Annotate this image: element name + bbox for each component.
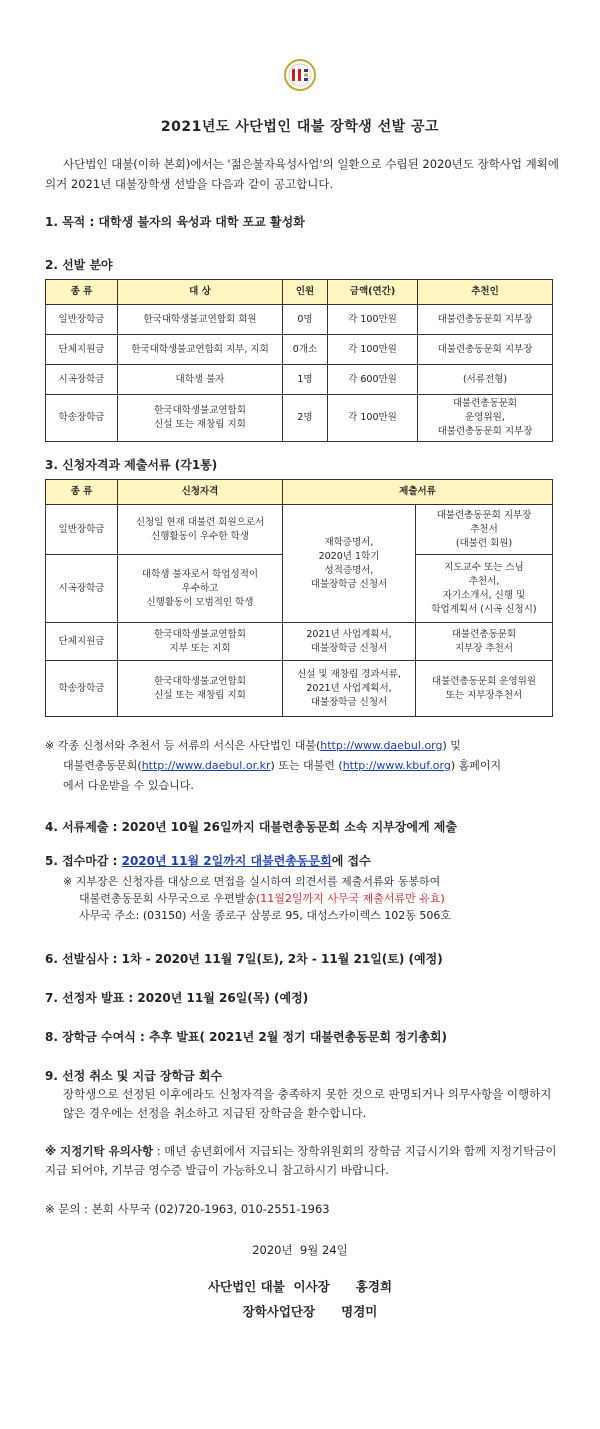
- donation-note-text: : 매년 송년회에서 지급되는 장학위원회의 장학금 지급시기와 함께 지정기탁금이 지급 되어야, 기부금 영수증 발급이 가능하오니 참고하시기 바랍니다.: [45, 1144, 557, 1177]
- deadline-note-line: ※ 지부장은 신청자를 대상으로 면접을 실시하여 의견서를 제출서류와 동봉하여: [63, 875, 441, 888]
- deadline-note: [63, 873, 563, 924]
- common-documents-cell: 재학증명서, 2020년 1학기 성적증명서, 대불장학금 신청서: [283, 505, 416, 623]
- daebul-org-link[interactable]: http://www.daebul.org: [320, 739, 443, 752]
- note-text: 에서 다운받을 수 있습니다.: [63, 779, 194, 792]
- donation-note-title: ※ 지정기탁 유의사항: [45, 1144, 154, 1158]
- table-cell: 각 100만원: [328, 305, 418, 335]
- table-cell: 단체지원금: [46, 335, 118, 365]
- contact-info: ※ 문의 : 본회 사무국 (02)720-1963, 010-2551-1963: [45, 1202, 330, 1216]
- header-cell: 금액(연간): [328, 280, 418, 305]
- deadline-note-text: 대불련총동문회 사무국으로 우편발송: [79, 892, 257, 905]
- table-cell: 2명: [283, 395, 328, 442]
- signature-director: 장학사업단장 명경미: [242, 1304, 378, 1319]
- table-cell: 한국대학생불교연합회 지부, 지회: [118, 335, 283, 365]
- intro-paragraph: 사단법인 대불(이하 본회)에서는 '젊은불자육성사업'의 일환으로 수립된 2020년도 장학사업 계획에 의거 2021년 대불장학생 선발을 다음과 같이 공고합니다.: [45, 157, 559, 191]
- table-cell: 신설 및 재창립 경과서류, 2021년 사업계획서, 대불장학금 신청서: [283, 661, 416, 717]
- note-text: ) 및: [442, 739, 461, 752]
- table-cell: 대불련총동문회 지부장: [418, 335, 553, 365]
- deadline-suffix: 에 접수: [331, 854, 371, 868]
- note-text: 대불련총동문회(: [63, 759, 142, 772]
- section-6-review: 6. 선발심사 : 1차 - 2020년 11월 7일(토), 2차 - 11월 21일(토) (예정): [45, 952, 443, 966]
- table-cell: 신청일 현재 대불련 회원으로서 신행활동이 우수한 학생: [118, 505, 283, 555]
- kbuf-org-link[interactable]: http://www.kbuf.org: [342, 759, 451, 772]
- eligibility-table: [45, 479, 553, 717]
- table-header-row: [46, 480, 553, 505]
- table-cell: 시곡장학금: [46, 555, 118, 623]
- section-5-deadline: [45, 852, 371, 869]
- section-9-heading: 9. 선정 취소 및 지급 장학금 회수: [45, 1069, 223, 1083]
- section-7-announcement: 7. 선정자 발표 : 2020년 11월 26일(목) (예정): [45, 991, 309, 1005]
- table-header-row: [46, 280, 553, 305]
- section-1-purpose: 1. 목적 : 대학생 불자의 육성과 대학 포교 활성화: [45, 215, 305, 229]
- section-8-ceremony: 8. 장학금 수여식 : 추후 발표( 2021년 2월 정기 대불련총동문회 정기총회): [45, 1030, 448, 1044]
- table-cell: 한국대학생불교연합회 지부 또는 지회: [118, 623, 283, 661]
- table-cell: 각 100만원: [328, 395, 418, 442]
- forms-note: [45, 736, 575, 796]
- section-4-submission: 4. 서류제출 : 2020년 10월 26일까지 대불련총동문회 소속 지부장에게 제출: [45, 820, 457, 834]
- daebul-or-kr-link[interactable]: http://www.daebul.or.kr: [141, 759, 271, 772]
- table-cell: 일반장학금: [46, 505, 118, 555]
- table-row: [46, 395, 553, 442]
- table-cell: 각 600만원: [328, 365, 418, 395]
- table-cell: 일반장학금: [46, 305, 118, 335]
- note-text: ) 또는 대불련 (: [270, 759, 343, 772]
- table-cell: 대불련총동문회 지부장 추천서: [416, 623, 553, 661]
- table-cell: 지도교수 또는 스님 추천서, 자기소개서, 신행 및 학업계획서 (시곡 신청시): [416, 555, 553, 623]
- section-3-heading: 3. 신청자격과 제출서류 (각1통): [45, 458, 218, 472]
- header-cell: 종 류: [46, 480, 118, 505]
- selection-table: [45, 279, 553, 442]
- page-title: 2021년도 사단법인 대불 장학생 선발 공고: [160, 119, 440, 135]
- deadline-note-red: (11월2일까지 사무국 제출서류만 유효): [256, 892, 445, 905]
- section-9-body: 장학생으로 선정된 이후에라도 신청자격을 충족하지 못한 것으로 판명되거나 의무사항을 이행하지 않은 경우에는 선정을 취소하고 지급된 장학금을 환수합니다.: [63, 1087, 552, 1120]
- header-cell: 신청자격: [118, 480, 283, 505]
- header-cell: 제출서류: [283, 480, 553, 505]
- table-row: [46, 335, 553, 365]
- table-cell: 대불련총동문회 운영위원 또는 지부장추천서: [416, 661, 553, 717]
- table-cell: (서류전형): [418, 365, 553, 395]
- table-cell: 각 100만원: [328, 335, 418, 365]
- table-cell: 1명: [283, 365, 328, 395]
- table-cell: 0명: [283, 305, 328, 335]
- table-cell: 시곡장학금: [46, 365, 118, 395]
- table-cell: 대불련총동문회 운영위원, 대불련총동문회 지부장: [418, 395, 553, 442]
- signature-chairman: 사단법인 대불 이사장 홍경희: [207, 1279, 393, 1294]
- table-row: [46, 505, 553, 555]
- header-cell: 추천인: [418, 280, 553, 305]
- table-cell: 학송장학금: [46, 395, 118, 442]
- announcement-date: 2020년 9월 24일: [252, 1243, 348, 1257]
- table-row: [46, 661, 553, 717]
- note-text: ) 홈페이지: [450, 759, 502, 772]
- table-cell: 한국대학생불교연합회 회원: [118, 305, 283, 335]
- deadline-highlight: 2020년 11월 2일까지 대불련총동문회: [121, 854, 332, 868]
- table-row: [46, 365, 553, 395]
- header-cell: 종 류: [46, 280, 118, 305]
- section-2-heading: 2. 선발 분야: [45, 258, 113, 272]
- header-cell: 인원: [283, 280, 328, 305]
- table-cell: 단체지원금: [46, 623, 118, 661]
- header-cell: 대 상: [118, 280, 283, 305]
- daebul-logo-icon: [283, 58, 317, 92]
- table-cell: 2021년 사업계획서, 대불장학금 신청서: [283, 623, 416, 661]
- table-cell: 대불련총동문회 지부장 추천서 (대불련 회원): [416, 505, 553, 555]
- donation-note: [45, 1142, 563, 1180]
- table-cell: 한국대학생불교연합회 신설 또는 재창립 지회: [118, 661, 283, 717]
- deadline-prefix: 5. 접수마감 :: [45, 854, 122, 868]
- note-text: ※ 각종 신청서와 추천서 등 서류의 서식은 사단법인 대불(: [45, 739, 321, 752]
- table-row: [46, 305, 553, 335]
- table-row: [46, 623, 553, 661]
- office-address: 사무국 주소: (03150) 서울 종로구 삼봉로 95, 대성스카이렉스 102동 506호: [79, 909, 452, 922]
- table-cell: 대학생 불자: [118, 365, 283, 395]
- table-cell: 0개소: [283, 335, 328, 365]
- deadline-note-line: [63, 890, 563, 907]
- table-cell: 대학생 불자로서 학업성적이 우수하고 신행활동이 모범적인 학생: [118, 555, 283, 623]
- table-cell: 대불련총동문회 지부장: [418, 305, 553, 335]
- table-cell: 한국대학생불교연합회 신설 또는 재창립 지회: [118, 395, 283, 442]
- table-cell: 학송장학금: [46, 661, 118, 717]
